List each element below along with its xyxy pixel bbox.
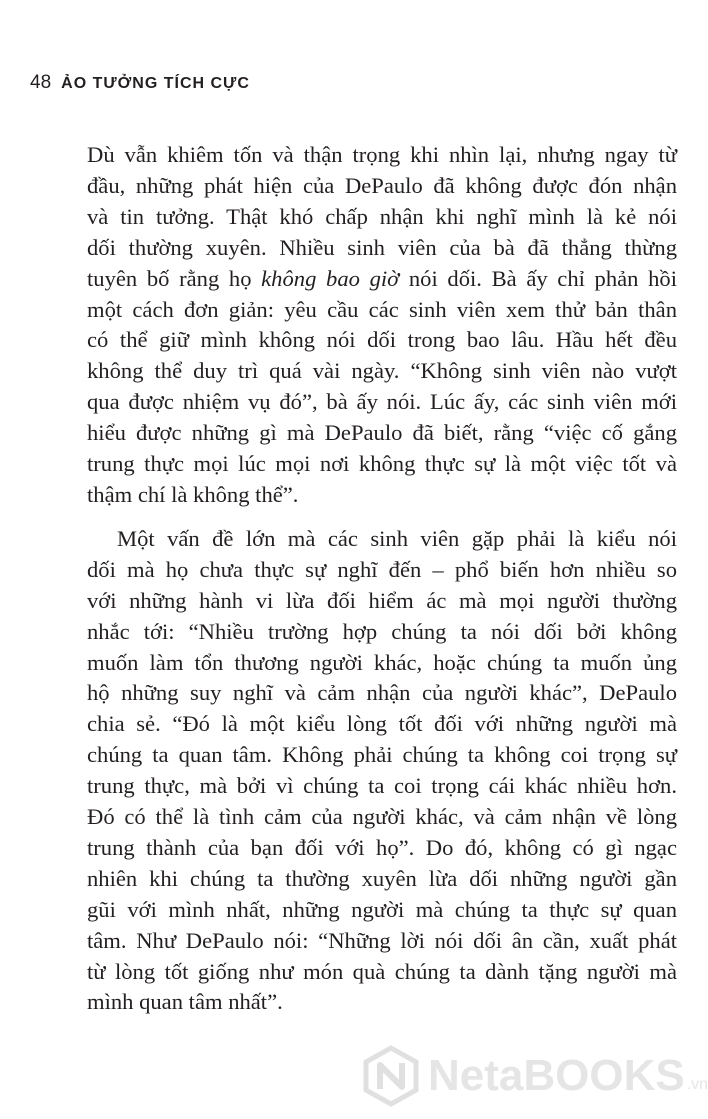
text-line: muốn làm tổn thương người khác, hoặc chúng ta muốn ủng [87,649,677,675]
text-line: hiểu được những gì mà DePaulo đã biết, rằng “việc cố gắng [87,420,677,446]
text-line: dối mà họ chưa thực sự nghĩ đến – phổ biến hơn nhiều so [87,556,677,582]
running-head [30,72,250,102]
text-line: Đó có thể là tình cảm của người khác, và cảm nhận về lòng [87,804,677,830]
text-line: dối thường xuyên. Nhiều sinh viên của bà đã thẳng thừng [87,234,677,260]
text-line: nhiên khi chúng ta thường xuyên lừa dối những người gần [87,865,677,891]
text-line: qua được nhiệm vụ đó”, bà ấy nói. Lúc ấy, các sinh viên mới [87,389,677,415]
text-segment: nói dối. Bà ấy chỉ phản hồi [399,265,678,291]
text-line: Một vấn đề lớn mà các sinh viên gặp phải là kiểu nói [117,525,677,551]
watermark [360,1045,708,1107]
text-line: thậm chí là không thể”. [87,481,299,507]
text-line: chia sẻ. “Đó là một kiểu lòng tốt đối với những người mà [87,711,677,737]
text-line-with-emphasis [87,264,677,295]
body-text [87,140,677,1018]
text-line: và tin tưởng. Thật khó chấp nhận khi nghĩ mình là kẻ nói [87,203,677,229]
text-line: nhắc tới: “Nhiều trường hợp chúng ta nói dối bởi không [87,618,677,644]
paragraph-2 [87,524,677,1019]
text-line: chúng ta quan tâm. Không phải chúng ta không coi trọng sự [87,742,677,768]
text-line: gũi với mình nhất, những người mà chúng ta thực sự quan [87,896,677,922]
text-line: đầu, những phát hiện của DePaulo đã không được đón nhận [87,172,677,198]
book-title: ẢO TƯỞNG TÍCH CỰC [61,75,250,92]
text-line: Dù vẫn khiêm tốn và thận trọng khi nhìn lại, nhưng ngay từ [87,142,677,167]
page-number: 48 [30,72,52,93]
text-line: không thể duy trì quá vài ngày. “Không sinh viên nào vượt [87,358,677,384]
text-line: có thể giữ mình không nói dối trong bao lâu. Hầu hết đều [87,327,677,353]
text-segment: tuyên bố rằng họ [87,265,262,291]
text-line: tâm. Như DePaulo nói: “Những lời nói dối ân cần, xuất phát [87,927,677,953]
text-line: hộ những suy nghĩ và cảm nhận của người khác”, DePaulo [87,680,677,706]
text-line: từ lòng tốt giống như món quà chúng ta dành tặng người mà [87,958,677,984]
watermark-suffix: .vn [686,1076,708,1093]
paragraph-1 [87,140,677,511]
text-line: một cách đơn giản: yêu cầu các sinh viên xem thử bản thân [87,296,677,322]
watermark-brand: NetaBOOKS [428,1051,685,1100]
emphasis-text: không bao giờ [261,265,400,291]
text-line: trung thực mọi lúc mọi nơi không thực sự là một việc tốt và [87,451,677,477]
text-line: trung thực, mà bởi vì chúng ta coi trọng cái khác nhiều hơn. [87,773,677,799]
text-line: với những hành vi lừa đối hiểm ác mà mọi người thường [87,587,677,613]
text-line: trung thành của bạn đối với họ”. Do đó, không có gì ngạc [87,834,677,860]
text-line: mình quan tâm nhất”. [87,989,283,1015]
neta-logo-icon [360,1045,422,1107]
